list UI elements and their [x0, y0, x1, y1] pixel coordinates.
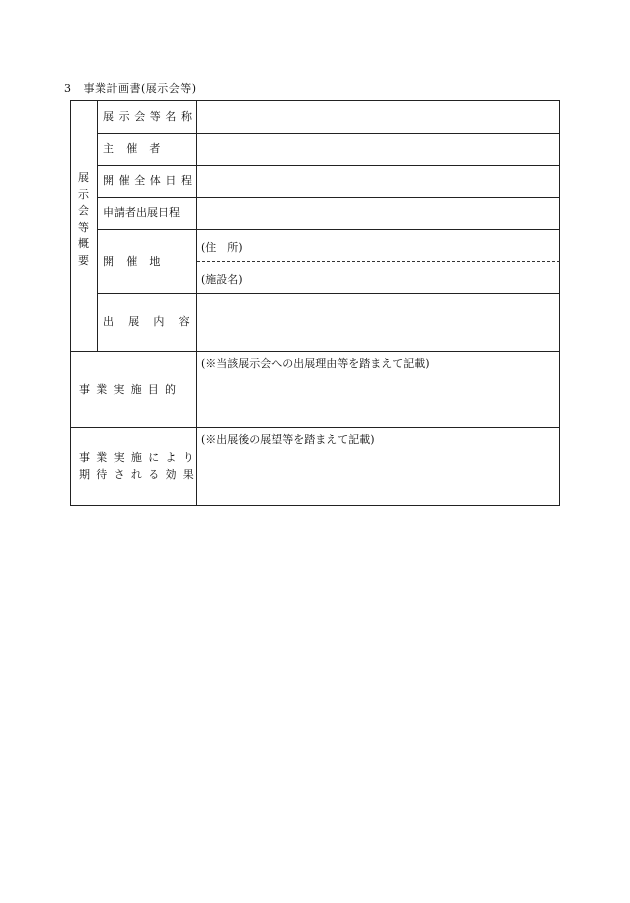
label-event-name: 展示会等名称 [103, 110, 197, 123]
group-char-5: 概 [78, 237, 89, 250]
purpose-note: (※当該展示会への出展理由等を踏まえて記載) [201, 357, 430, 370]
field-applicant-dates[interactable] [197, 198, 559, 229]
label-applicant-dates: 申請者出展日程 [103, 206, 180, 219]
group-char-1: 展 [78, 171, 89, 184]
field-venue-facility[interactable] [197, 262, 559, 293]
field-venue-address[interactable] [197, 230, 559, 261]
field-event-name[interactable] [197, 101, 559, 133]
border-right [559, 100, 560, 506]
group-char-3: 会 [78, 204, 89, 217]
section-number: 3 [64, 82, 72, 95]
effect-note: (※出展後の展望等を踏まえて記載) [201, 433, 375, 446]
label-effect-line2: 期待される効果 [79, 468, 201, 481]
group-char-2: 示 [78, 187, 89, 201]
field-organizer[interactable] [197, 134, 559, 165]
venue-facility-note: (施設名) [201, 273, 243, 286]
label-venue: 開 催 地 [103, 255, 161, 268]
venue-address-note: (住 所) [201, 241, 243, 254]
label-purpose: 事業実施目的 [79, 383, 183, 396]
group-char-4: 等 [78, 220, 89, 234]
field-effect[interactable] [197, 428, 559, 505]
label-overall-dates: 開催全体日程 [103, 174, 197, 187]
field-purpose[interactable] [197, 352, 559, 427]
border-bottom [70, 505, 560, 506]
section-title: 事業計画書(展示会等) [83, 82, 197, 95]
label-exhibit-content: 出 展 内 容 [103, 315, 192, 328]
overview-group-label [70, 170, 97, 269]
label-effect-line1: 事業実施により [79, 451, 201, 464]
business-plan-form [70, 100, 560, 506]
divider-group-column [97, 100, 98, 351]
section-heading [64, 80, 197, 96]
field-exhibit-content[interactable] [197, 294, 559, 351]
group-char-6: 要 [78, 253, 89, 267]
border-left [70, 100, 71, 506]
label-organizer: 主 催 者 [103, 142, 161, 155]
field-overall-dates[interactable] [197, 166, 559, 197]
